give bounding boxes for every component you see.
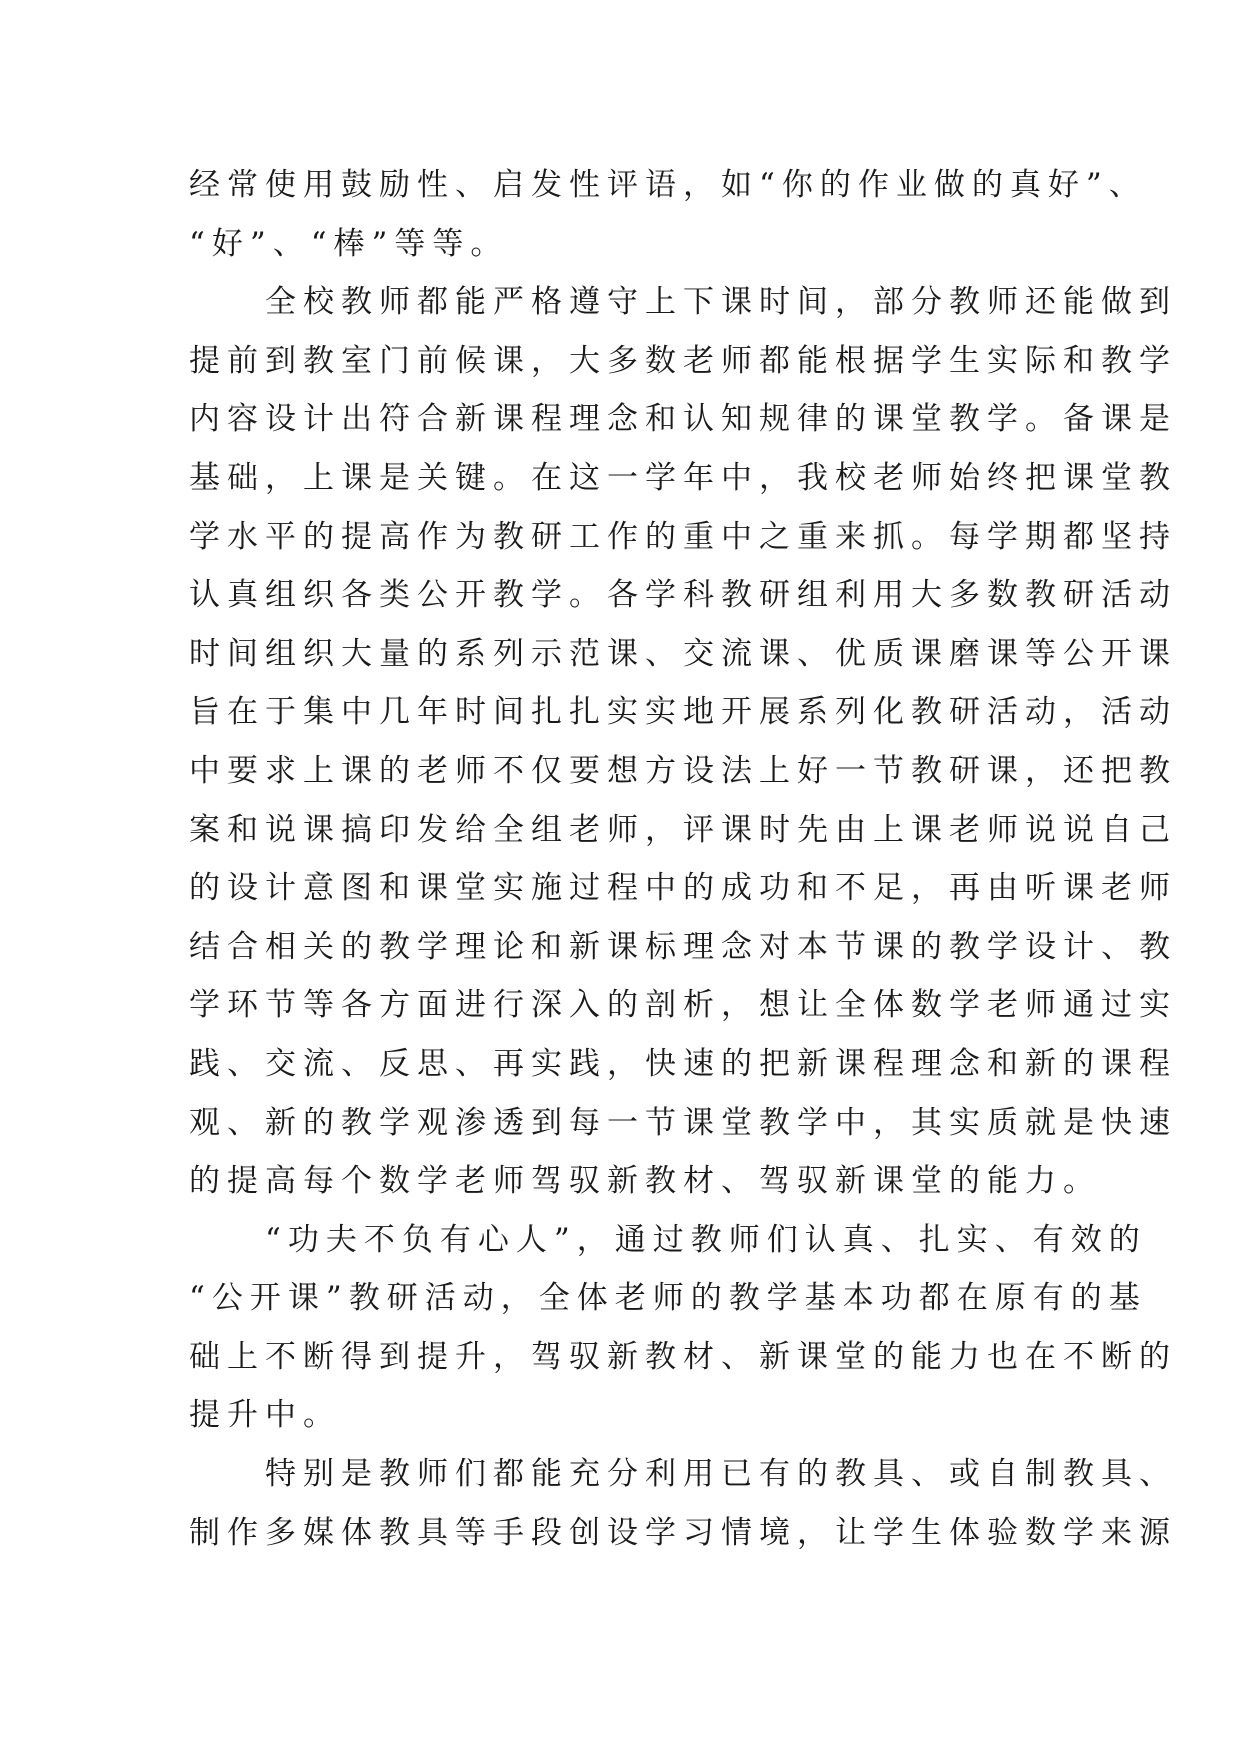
text-line: 础上不断得到提升，驾驭新教材、新课堂的能力也在不断的: [189, 1338, 1177, 1375]
text-line: 制作多媒体教具等手段创设学习情境，让学生体验数学来源: [189, 1514, 1177, 1551]
text-line: 特别是教师们都能充分利用已有的教具、或自制教具、: [189, 1456, 1177, 1493]
text-line: “功夫不负有心人”，通过教师们认真、扎实、有效的: [189, 1221, 1147, 1258]
text-line: 提升中。: [189, 1397, 341, 1434]
text-line: “好”、“棒”等等。: [189, 225, 509, 262]
text-line: 认真组织各类公开教学。各学科教研组利用大多数教研活动: [189, 577, 1177, 614]
text-line: 学环节等各方面进行深入的剖析，想让全体数学老师通过实: [189, 987, 1177, 1024]
text-line: 提前到教室门前候课，大多数老师都能根据学生实际和教学: [189, 342, 1177, 379]
text-line: 旨在于集中几年时间扎扎实实地开展系列化教研活动，活动: [189, 694, 1177, 731]
text-line: 结合相关的教学理论和新课标理念对本节课的教学设计、教: [189, 928, 1177, 965]
text-line: “公开课”教研活动，全体老师的教学基本功都在原有的基: [189, 1280, 1147, 1317]
text-line: 学水平的提高作为教研工作的重中之重来抓。每学期都坚持: [189, 518, 1177, 555]
text-line: 案和说课搞印发给全组老师，评课时先由上课老师说说自己: [189, 811, 1177, 848]
text-line: 内容设计出符合新课程理念和认知规律的课堂教学。备课是: [189, 401, 1177, 438]
text-line: 的设计意图和课堂实施过程中的成功和不足，再由听课老师: [189, 870, 1177, 907]
text-line: 全校教师都能严格遵守上下课时间，部分教师还能做到: [189, 284, 1177, 321]
text-line: 践、交流、反思、再实践，快速的把新课程理念和新的课程: [189, 1045, 1177, 1082]
text-line: 观、新的教学观渗透到每一节课堂教学中，其实质就是快速: [189, 1104, 1177, 1141]
body-text: [189, 156, 1177, 1562]
text-line: 时间组织大量的系列示范课、交流课、优质课磨课等公开课: [189, 635, 1177, 672]
text-line: 经常使用鼓励性、启发性评语，如“你的作业做的真好”、: [189, 167, 1147, 203]
text-line: 基础，上课是关键。在这一学年中，我校老师始终把课堂教: [189, 459, 1177, 496]
text-line: 的提高每个数学老师驾驭新教材、驾驭新课堂的能力。: [189, 1163, 1101, 1200]
text-line: 中要求上课的老师不仅要想方设法上好一节教研课，还把教: [189, 752, 1177, 789]
